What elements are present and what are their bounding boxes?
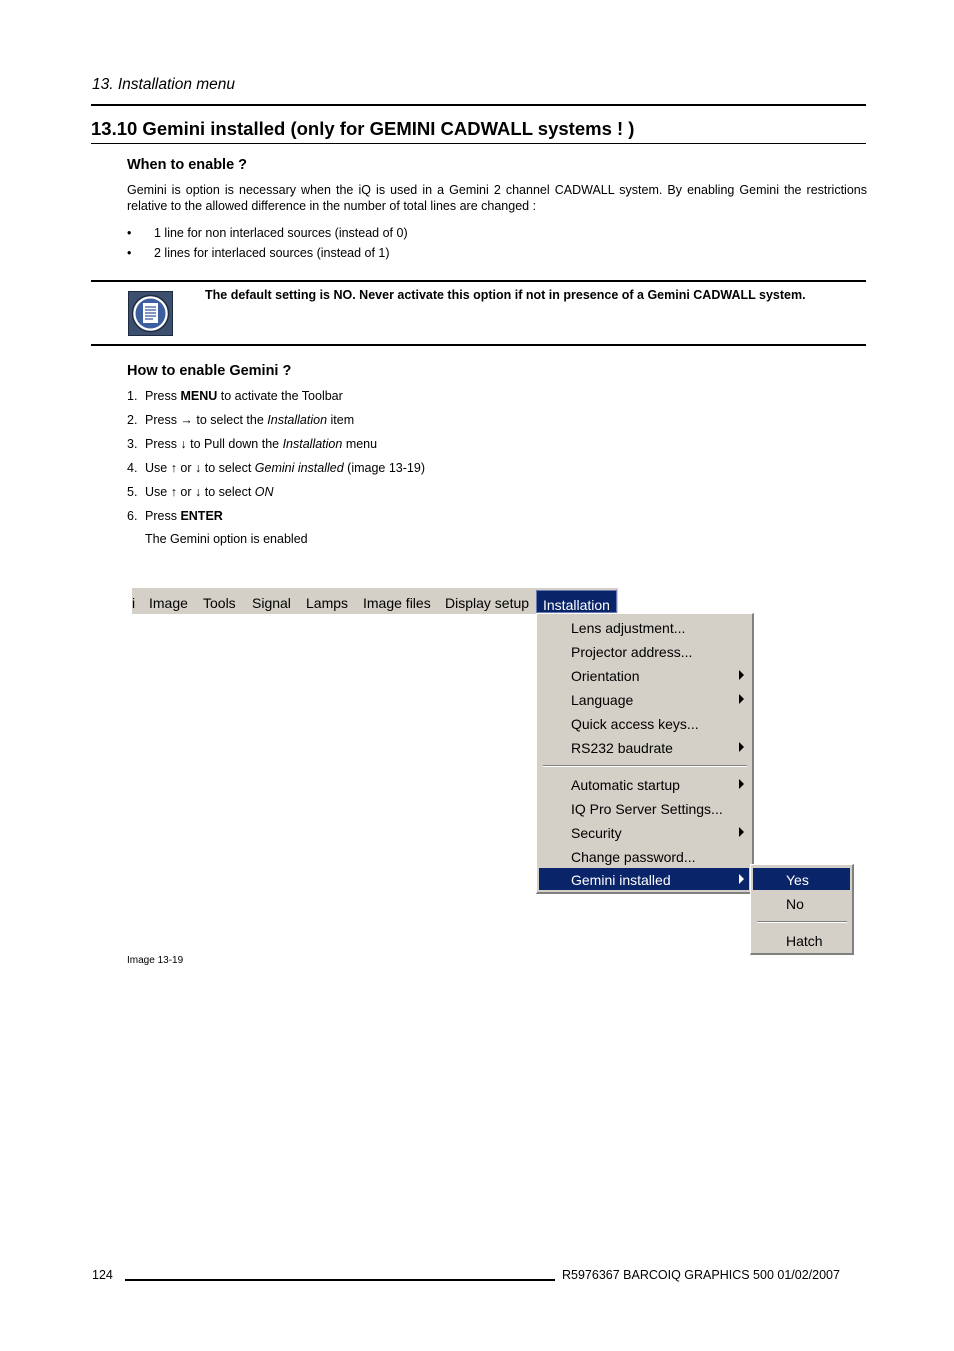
note-bottom-rule bbox=[91, 344, 866, 346]
menu-item-security[interactable]: Security bbox=[539, 821, 749, 843]
step-result: The Gemini option is enabled bbox=[145, 532, 308, 546]
menubar-item-lamps[interactable]: Lamps bbox=[306, 595, 349, 611]
menubar-item-signal[interactable]: Signal bbox=[252, 595, 291, 611]
chapter-header: 13. Installation menu bbox=[92, 76, 236, 93]
section-rule bbox=[91, 143, 866, 144]
step-3: 3. Press ↓ to Pull down the Installation menu bbox=[127, 437, 378, 451]
bullet-item: 1 line for non interlaced sources (instead of 0) bbox=[154, 226, 408, 240]
when-heading: When to enable ? bbox=[127, 157, 248, 173]
step-5: 5. Use ↑ or ↓ to select ON bbox=[127, 485, 274, 499]
installation-dropdown bbox=[536, 613, 754, 894]
menu-separator bbox=[543, 765, 747, 767]
submenu-arrow-icon bbox=[739, 694, 744, 704]
menubar-item-display-setup[interactable]: Display setup bbox=[445, 595, 530, 611]
menu-item-gemini-installed[interactable]: Gemini installed bbox=[539, 868, 749, 890]
header-rule bbox=[91, 104, 866, 106]
menu-item-projector-address[interactable]: Projector address... bbox=[571, 644, 693, 660]
bullet-marker: • bbox=[127, 246, 132, 260]
submenu-arrow-icon bbox=[739, 779, 744, 789]
footer-rule bbox=[125, 1279, 555, 1281]
step-1: 1. Press MENU to activate the Toolbar bbox=[127, 389, 343, 403]
page-number: 124 bbox=[92, 1268, 113, 1282]
menubar-item-i[interactable]: i bbox=[132, 595, 136, 611]
menubar bbox=[132, 588, 618, 614]
note-top-rule bbox=[91, 280, 866, 282]
menubar-item-image-files[interactable]: Image files bbox=[363, 595, 431, 611]
menu-item-change-password[interactable]: Change password... bbox=[571, 849, 696, 865]
image-caption: Image 13-19 bbox=[127, 955, 184, 966]
note-document-icon bbox=[128, 291, 173, 336]
footer-doc-info: R5976367 BARCOIQ GRAPHICS 500 01/02/2007 bbox=[562, 1268, 840, 1282]
when-paragraph: Gemini is option is necessary when the iQ is used in a Gemini 2 channel CADWALL system. By enabling Gemini the restrictions relative to the allowed difference in the number of total lines are changed : bbox=[127, 183, 867, 213]
submenu-arrow-icon bbox=[739, 670, 744, 680]
menu-item-iq-pro-server-settings[interactable]: IQ Pro Server Settings... bbox=[571, 801, 723, 817]
bullet-item: 2 lines for interlaced sources (instead of 1) bbox=[154, 246, 390, 260]
step-2: 2. Press → to select the Installation item bbox=[127, 413, 355, 427]
menu-item-quick-access-keys[interactable]: Quick access keys... bbox=[571, 716, 699, 732]
submenu-arrow-icon bbox=[739, 742, 744, 752]
submenu-arrow-icon bbox=[739, 827, 744, 837]
how-heading: How to enable Gemini ? bbox=[127, 363, 292, 379]
menubar-item-installation[interactable]: Installation bbox=[536, 590, 617, 613]
menubar-item-image[interactable]: Image bbox=[149, 595, 188, 611]
note-text: The default setting is NO. Never activate this option if not in presence of a Gemini CADWALL system. bbox=[205, 288, 806, 302]
gemini-submenu bbox=[750, 864, 854, 955]
bullet-marker: • bbox=[127, 226, 132, 240]
menu-item-automatic-startup[interactable]: Automatic startup bbox=[539, 773, 749, 795]
submenu-arrow-icon bbox=[739, 874, 744, 884]
step-4: 4. Use ↑ or ↓ to select Gemini installed (image 13-19) bbox=[127, 461, 425, 475]
menu-item-lens-adjustment[interactable]: Lens adjustment... bbox=[571, 620, 686, 636]
menu-item-orientation[interactable]: Orientation bbox=[539, 664, 749, 686]
section-title: 13.10 Gemini installed (only for GEMINI CADWALL systems ! ) bbox=[91, 118, 635, 139]
submenu-item-hatch[interactable]: Hatch bbox=[786, 933, 823, 949]
submenu-item-yes[interactable]: Yes bbox=[753, 868, 850, 890]
menu-item-rs232-baudrate[interactable]: RS232 baudrate bbox=[539, 736, 749, 758]
menu-item-language[interactable]: Language bbox=[539, 688, 749, 710]
menu-separator bbox=[757, 921, 847, 923]
submenu-item-no[interactable]: No bbox=[786, 896, 804, 912]
step-6: 6. Press ENTER bbox=[127, 509, 223, 523]
menubar-item-tools[interactable]: Tools bbox=[203, 595, 236, 611]
